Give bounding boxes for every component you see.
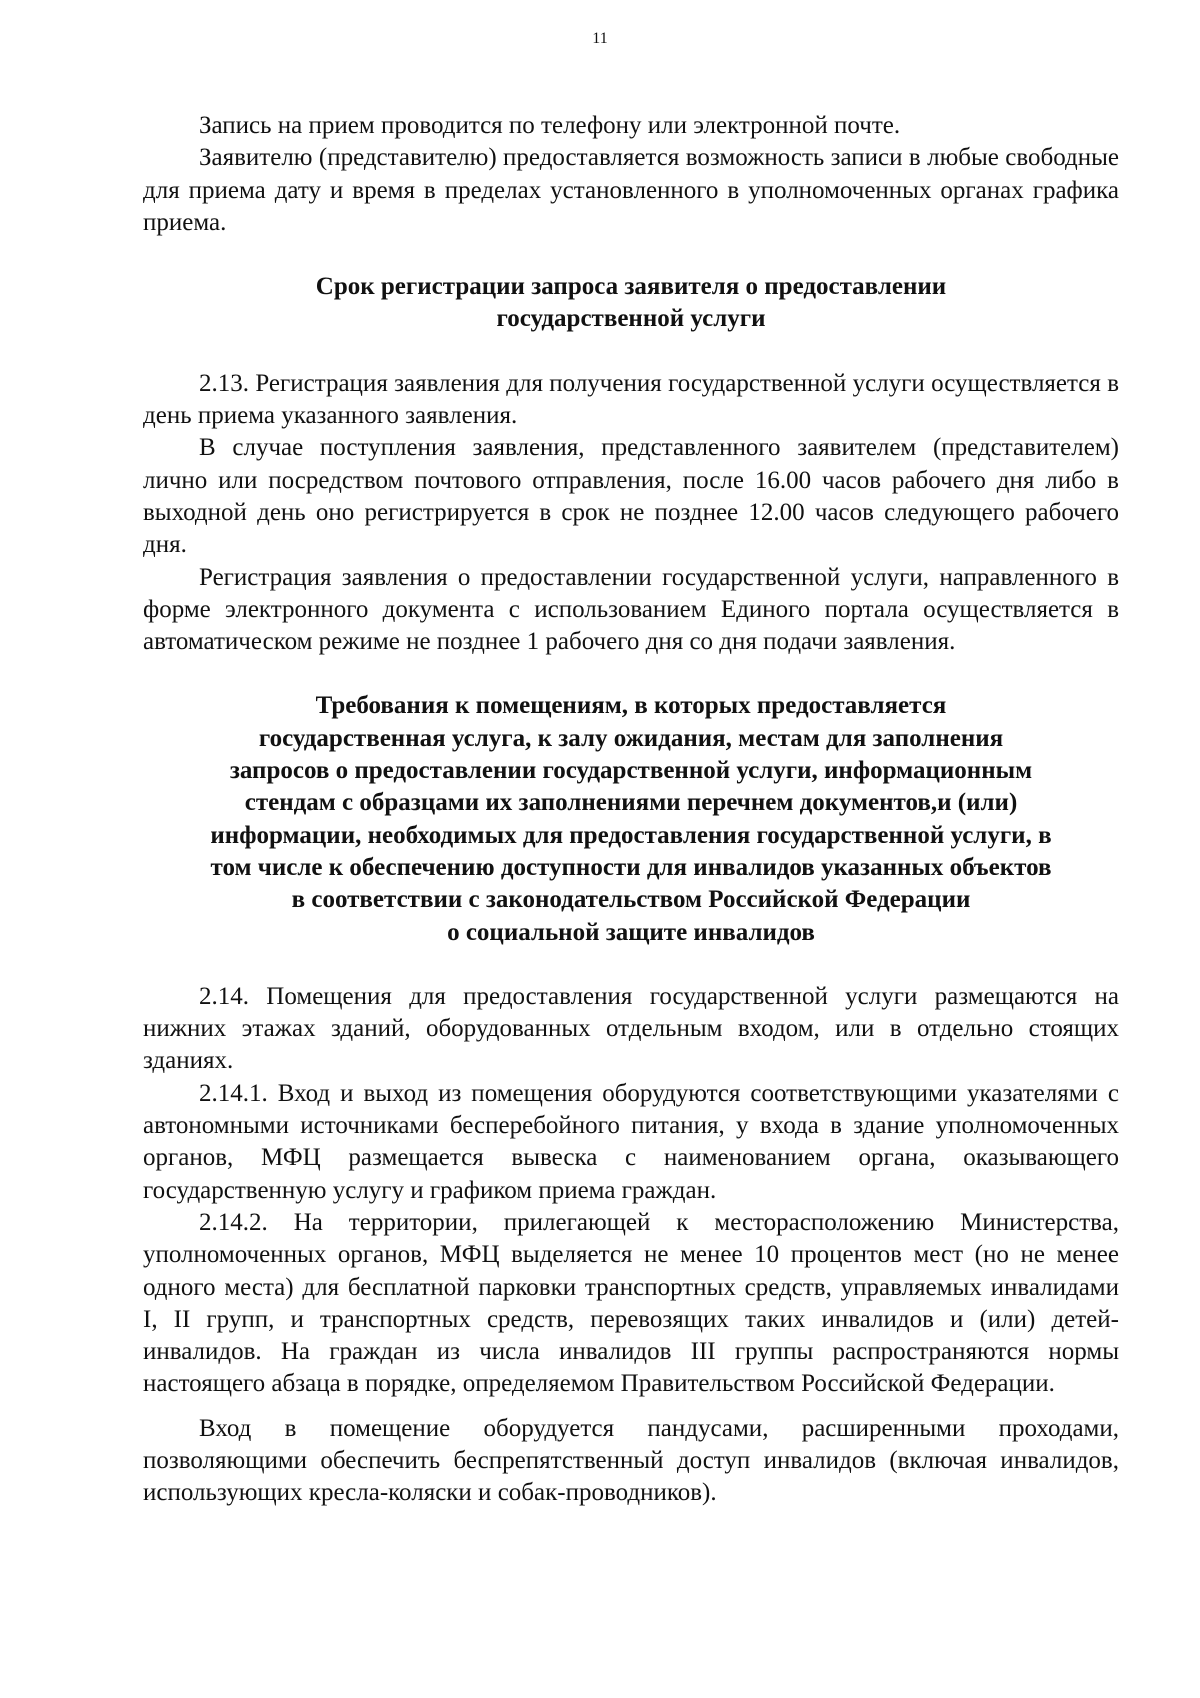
heading-line: государственной услуги <box>496 305 766 333</box>
paragraph-2-13: 2.13. Регистрация заявления для получения государственной услуги осуществляется в день приема указанного заявления. <box>143 369 1119 430</box>
heading-line: в соответствии с законодательством Российской Федерации <box>291 886 971 914</box>
heading-line: о социальной защите инвалидов <box>447 918 815 946</box>
section-heading-registration <box>143 271 1119 336</box>
paragraph-registration-mail: В случае поступления заявления, представленного заявителем (представителем) лично или посредством почтового отправления, после 16.00 часов рабочего дня либо в выходной день оно регистрируется в срок не позднее 12.00 часов следующего рабочего дня. <box>143 434 1119 559</box>
paragraph-appointment: Запись на прием проводится по телефону или электронной почте. <box>199 112 901 139</box>
paragraph-registration-electronic: Регистрация заявления о предоставлении государственной услуги, направленного в форме электронного документа с использованием Единого портала осуществляется в автоматическом режиме не позднее 1 рабочего дня со дня подачи заявления. <box>143 563 1119 656</box>
heading-line: Требования к помещениям, в которых предоставляется <box>315 692 947 720</box>
page-number: 11 <box>592 30 608 47</box>
document-body <box>143 110 1119 1510</box>
heading-line: Срок регистрации запроса заявителя о предоставлении <box>315 273 947 301</box>
paragraph-2-14: 2.14. Помещения для предоставления государственной услуги размещаются на нижних этажах зданий, оборудованных отдельным входом, или в отдельно стоящих зданиях. <box>143 982 1119 1075</box>
paragraph-entrance-ramps: Вход в помещение оборудуется пандусами, расширенными проходами, позволяющими обеспечить беспрепятственный доступ инвалидов (включая инвалидов, использующих кресла-коляски и собак-проводников). <box>143 1414 1119 1507</box>
heading-line: том числе к обеспечению доступности для инвалидов указанных объектов <box>210 853 1052 881</box>
heading-line: запросов о предоставлении государственной услуги, информационным <box>229 757 1033 785</box>
paragraph-2-14-1: 2.14.1. Вход и выход из помещения оборудуются соответствующими указателями с автономными источниками бесперебойного питания, у входа в здание уполномоченных органов, МФЦ размещается вывеска с наименованием органа, оказывающего государственную услугу и графиком приема граждан. <box>143 1079 1119 1204</box>
heading-line: стендам с образцами их заполнениями перечнем документов,и (или) <box>244 789 1018 817</box>
paragraph-appointment-time: Заявителю (представителю) предоставляется возможность записи в любые свободные для приема дату и время в пределах установленного в уполномоченных органах графика приема. <box>143 144 1119 236</box>
section-heading-premises <box>143 690 1119 948</box>
paragraph-2-14-2: 2.14.2. На территории, прилегающей к месторасположению Министерства, уполномоченных органов, МФЦ выделяется не менее 10 процентов мест (но не менее одного места) для бесплатной парковки транспортных средств, управляемых инвалидами I, II групп, и транспортных средств, перевозящих таких инвалидов и (или) детей-инвалидов. На граждан из числа инвалидов III группы распространяются нормы настоящего абзаца в порядке, определяемом Правительством Российской Федерации. <box>143 1208 1119 1398</box>
heading-line: государственная услуга, к залу ожидания, местам для заполнения <box>258 724 1004 752</box>
heading-line: информации, необходимых для предоставления государственной услуги, в <box>210 821 1052 849</box>
